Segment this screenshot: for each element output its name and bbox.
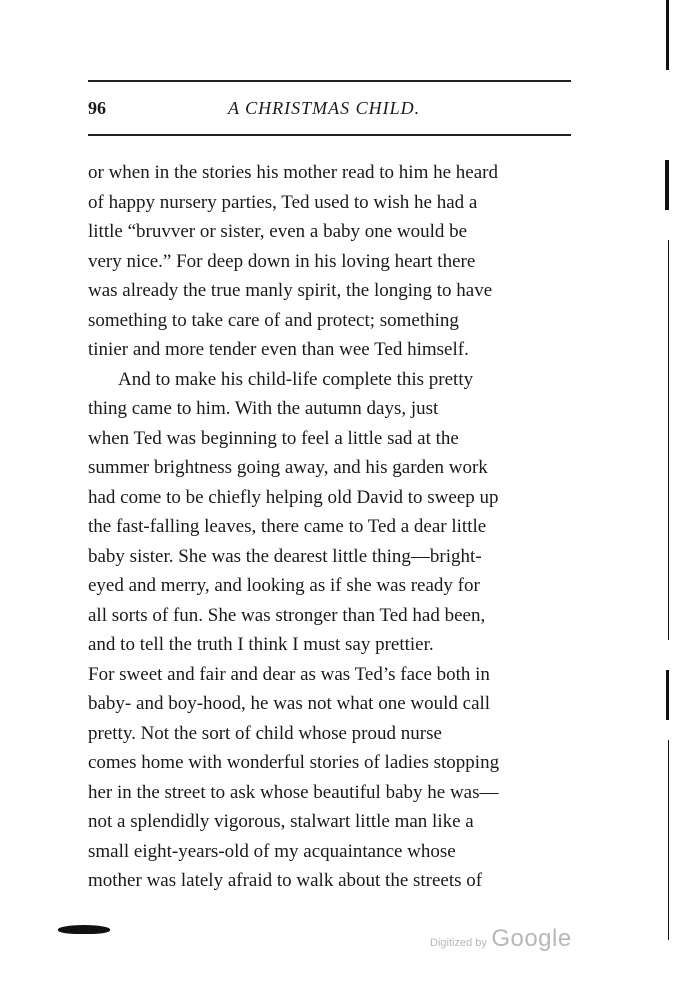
ink-blot (58, 925, 110, 934)
text-line: small eight-years-old of my acquaintance whose (88, 840, 456, 862)
scan-edge-mark (666, 0, 669, 70)
text-line: baby- and boy-hood, he was not what one would call (88, 693, 491, 714)
text-line: and to tell the truth I think I must say prettier. (88, 634, 434, 655)
text-line: something to take care of and protect; something (88, 309, 459, 331)
digitized-prefix: Digitized by (430, 937, 487, 949)
text-line: not a splendidly vigorous, stalwart little man like a (88, 811, 474, 832)
text-line: baby sister. She was the dearest little thing—bright- (88, 545, 482, 567)
text-line: For sweet and fair and dear as was Ted’s face both in (88, 663, 490, 685)
page-number: 96 (88, 98, 106, 118)
text-line: eyed and merry, and looking as if she was ready for (88, 575, 480, 596)
text-line: had come to be chiefly helping old David to sweep up (88, 486, 499, 508)
text-line: little “bruvver or sister, even a baby one would be (88, 221, 468, 242)
text-line: all sorts of fun. She was stronger than Ted had been, (88, 604, 486, 626)
scan-edge-mark (665, 160, 669, 210)
text-line: pretty. Not the sort of child whose proud nurse (88, 722, 442, 744)
text-line: the fast-falling leaves, there came to Ted a dear little (88, 516, 487, 537)
text-line: summer brightness going away, and his garden work (88, 457, 488, 478)
text-line: when Ted was beginning to feel a little sad at the (88, 427, 459, 449)
scan-edge-mark (668, 240, 669, 640)
text-line: thing came to him. With the autumn days, just (88, 398, 439, 419)
text-line: mother was lately afraid to walk about the streets of (88, 870, 483, 891)
text-line: And to make his child-life complete this pretty (118, 368, 474, 390)
text-line: of happy nursery parties, Ted used to wish he had a (88, 191, 478, 213)
text-line: comes home with wonderful stories of ladies stopping (88, 752, 500, 773)
text-line: tinier and more tender even than wee Ted himself. (88, 339, 469, 360)
running-title: A CHRISTMAS CHILD. (228, 98, 421, 118)
page-header (88, 98, 571, 128)
text-line: or when in the stories his mother read to him he heard (88, 162, 498, 183)
digitized-watermark (430, 925, 572, 953)
text-line: was already the true manly spirit, the longing to have (88, 280, 493, 301)
body-text (88, 158, 573, 896)
google-brand: Google (491, 925, 572, 952)
text-line: her in the street to ask whose beautiful baby he was— (88, 781, 499, 803)
scan-edge-mark (666, 670, 669, 720)
header-bottom-rule (88, 134, 571, 136)
text-line: very nice.” For deep down in his loving heart there (88, 250, 476, 272)
scan-edge-mark (668, 740, 669, 940)
header-top-rule (88, 80, 571, 82)
